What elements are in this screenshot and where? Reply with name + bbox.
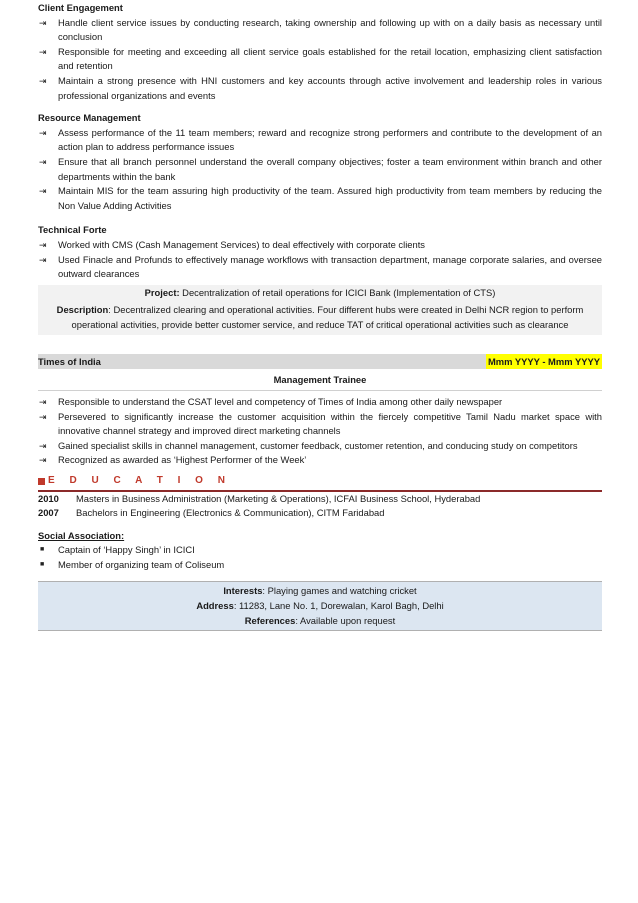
role-title: Management Trainee: [38, 373, 602, 391]
address-value: : 11283, Lane No. 1, Dorewalan, Karol Bagh, Delhi: [233, 599, 444, 611]
arrow-bullet-icon: ⇥: [39, 46, 47, 57]
list-item: ⇥ Persevered to significantly increase the customer acquisition within the fiercely competitive Tamil Nadu market space with innovative channel strategy and improved direct marketing channels: [39, 410, 602, 437]
technical-forte-heading: Technical Forte: [38, 224, 107, 236]
project-description-text: : Decentralized clearing and operational activities. Four different hubs were created in Delhi NCR region to perform operational activities, provide better customer service, and reduce TAT of critical operational activities such as clearance: [71, 304, 584, 330]
resource-management-heading: Resource Management: [38, 112, 141, 124]
references-row: [38, 613, 602, 628]
arrow-bullet-icon: ⇥: [39, 440, 47, 451]
social-association-heading: Social Association:: [38, 529, 125, 541]
list-item: ⇥ Gained specialist skills in channel management, customer feedback, customer retention, and conducing study on competitors: [38, 439, 602, 454]
project-description: [52, 303, 588, 332]
education-year: 2007: [38, 507, 59, 519]
list-item: ⇥ Responsible for meeting and exceeding all client service goals established for the retail location, emphasizing client satisfaction and retention: [39, 45, 602, 72]
personal-info-box: [38, 581, 602, 631]
resume-page: [38, 0, 602, 631]
references-label: References: [244, 614, 296, 626]
arrow-bullet-icon: ⇥: [39, 397, 47, 408]
project-title-text: Decentralization of retail operations for ICICI Bank (Implementation of CTS): [182, 286, 496, 298]
education-entry: [38, 506, 602, 521]
interests-row: [38, 583, 602, 598]
interests-value: : Playing games and watching cricket: [262, 584, 417, 596]
square-bullet-icon: ■: [40, 561, 45, 568]
square-bullet-icon: ■: [40, 546, 45, 554]
arrow-bullet-icon: ⇥: [39, 186, 47, 197]
list-item: ⇥ Responsible to understand the CSAT level and competency of Times of India among other daily newspaper: [38, 395, 602, 410]
arrow-bullet-icon: ⇥: [39, 75, 47, 86]
project-box: [38, 285, 602, 336]
education-text: Masters in Business Administration (Marketing & Operations), ICFAI Business School, Hyderabad: [76, 492, 481, 504]
arrow-bullet-icon: ⇥: [39, 411, 47, 422]
employment-dates: Mmm YYYY - Mmm YYYY: [487, 356, 600, 368]
company-bar: [38, 354, 602, 369]
arrow-bullet-icon: ⇥: [39, 156, 47, 167]
list-item: ■ Member of organizing team of Coliseum: [38, 558, 602, 573]
address-label: Address: [196, 599, 234, 611]
project-label: Project:: [144, 286, 180, 298]
list-item: ⇥ Handle client service issues by conducting research, taking ownership and following up with on a daily basis as necessary until conclusion: [39, 16, 602, 43]
list-item: ■ Captain of ‘Happy Singh’ in ICICI: [38, 543, 602, 558]
interests-label: Interests: [223, 584, 263, 596]
arrow-bullet-icon: ⇥: [39, 17, 47, 28]
project-description-label: Description: [56, 304, 109, 316]
client-engagement-heading: Client Engagement: [38, 2, 123, 13]
list-item: ⇥ Assess performance of the 11 team members; reward and recognize strong performers and contribute to the development of an action plan to address performance issues: [39, 126, 602, 153]
education-text: Bachelors in Engineering (Electronics & Communication), CITM Faridabad: [76, 507, 385, 519]
company-name: Times of India: [38, 356, 101, 368]
address-row: [38, 598, 602, 613]
list-item: ⇥ Ensure that all branch personnel understand the overall company objectives; foster a team environment within branch and other departments within the bank: [39, 155, 602, 182]
education-heading: [38, 474, 602, 492]
education-heading-text: E D U C A T I O N: [48, 475, 231, 487]
square-icon: [38, 478, 45, 485]
arrow-bullet-icon: ⇥: [39, 254, 47, 265]
list-item: ⇥ Maintain MIS for the team assuring high productivity of the team. Assured high productivity from team members by reducing the Non Value Adding Activities: [39, 185, 602, 211]
education-entry: [38, 492, 602, 507]
list-item: ⇥ Maintain a strong presence with HNI customers and key accounts through active involvement and leadership roles in various professional organizations and events: [39, 74, 602, 101]
arrow-bullet-icon: ⇥: [39, 239, 47, 250]
list-item: ⇥ Worked with CMS (Cash Management Services) to deal effectively with corporate clients: [38, 238, 602, 253]
list-item: ⇥ Recognized as awarded as ‘Highest Performer of the Week’: [38, 453, 602, 468]
references-value: : Available upon request: [295, 614, 396, 626]
arrow-bullet-icon: ⇥: [39, 127, 47, 138]
project-title: [52, 286, 588, 301]
list-item: ⇥ Used Finacle and Profunds to effectively manage workflows with transaction department, manage corporate salaries, and oversee outward clearances: [39, 253, 602, 280]
arrow-bullet-icon: ⇥: [39, 455, 47, 466]
education-year: 2010: [38, 492, 59, 504]
